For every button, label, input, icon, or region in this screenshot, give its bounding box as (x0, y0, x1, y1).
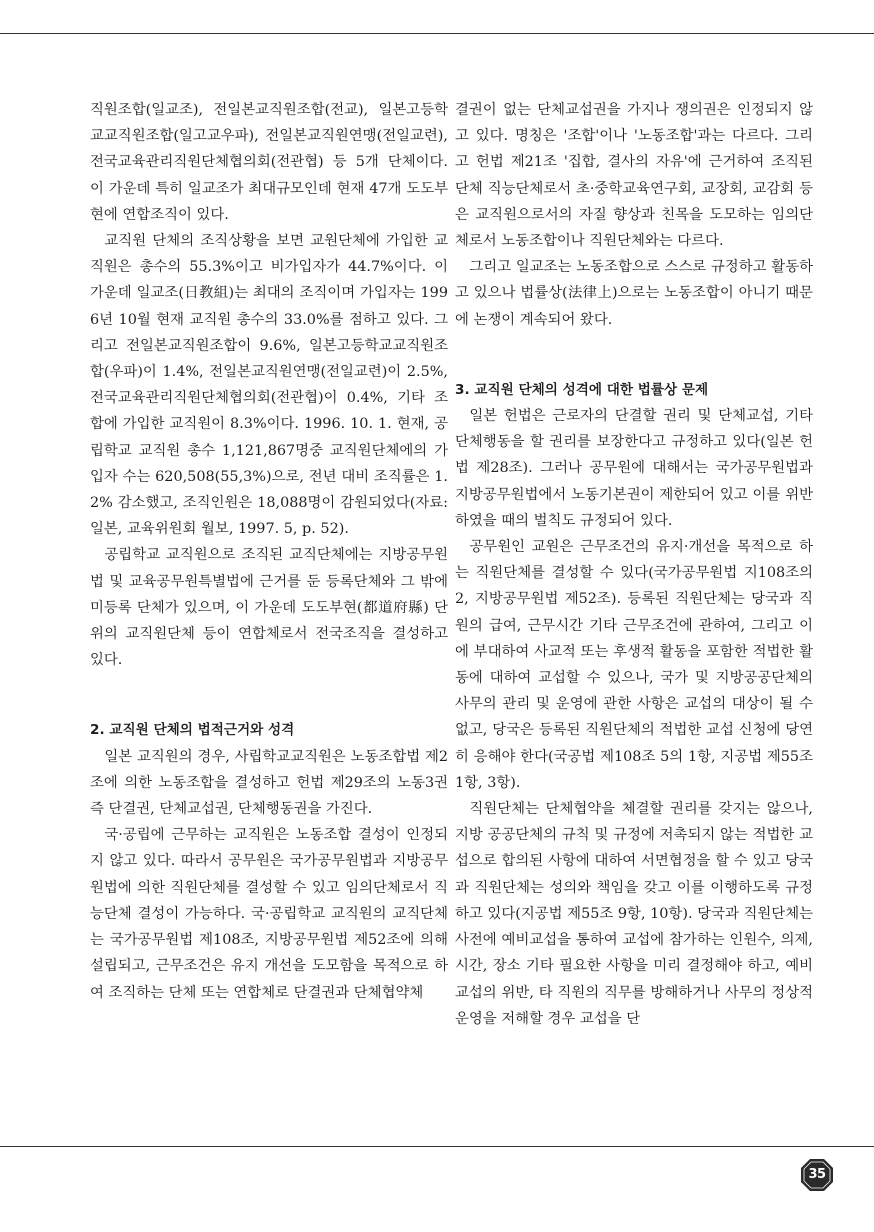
paragraph: 결권이 없는 단체교섭권을 가지나 쟁의권은 인정되지 않고 있다. 명칭은 '조합'이나 '노동조합'과는 다르다. 그리고 헌법 제21조 '집합, 결사의 자유'에 근거하여 조직된 단체 직능단체로서 초·중학교육연구회, 교장회, 교감회 등은 교직원으로서의 자질 향상과 친목을 도모하는 임의단체로서 노동조합이나 직원단체와는 다르다. (455, 102, 813, 250)
paragraph: 직원조합(일교조), 전일본교직원조합(전교), 일본고등학교교직원조합(일고교우파), 전일본교직원연맹(전일교련), 전국교육관리직원단체협의회(전관협) 등 5개 단체이다. 이 가운데 특히 일교조가 최대규모인데 현재 47개 도도부현에 연합조직이 있다. (90, 102, 448, 223)
paragraph: 공립학교 교직원으로 조직된 교직단체에는 지방공무원법 및 교육공무원특별법에 근거를 둔 등록단체와 그 밖에 미등록 단체가 있으며, 이 가운데 도도부현(都道府縣) 단위의 교직원단체 등이 연합체로서 전국조직을 결성하고 있다. (90, 547, 448, 669)
paragraph: 일본 헌법은 근로자의 단결할 권리 및 단체교섭, 기타 단체행동을 할 권리를 보장한다고 규정하고 있다(일본 헌법 제28조). 그러나 공무원에 대해서는 국가공무원법과 지방공무원법에서 노동기본권이 제한되어 있고 이를 위반하였을 때의 벌칙도 규정되어 있다. (455, 408, 813, 529)
section-heading: 3. 교직원 단체의 성격에 대한 법률상 문제 (455, 381, 709, 398)
paragraph: 국·공립에 근무하는 교직원은 노동조합 결성이 인정되지 않고 있다. 따라서 공무원은 국가공무원법과 지방공무원법에 의한 직원단체를 결성할 수 있고 임의단체로서 직능단체 결성이 가능하다. 국·공립학교 교직원의 교직단체는 국가공무원법 제108조, 지방공무원법 제52조에 의해 설립되고, 근무조건은 유지 개선을 도모함을 목적으로 하여 조직하는 단체 또는 연합체로 단결권과 단체협약체 (90, 827, 448, 1001)
bottom-rule (0, 1146, 874, 1147)
paragraph: 공무원인 교원은 근무조건의 유지·개선을 목적으로 하는 직원단체를 결성할 수 있다(국가공무원법 지108조의 2, 지방공무원법 제52조). 등록된 직원단체는 당국과 직원의 급여, 근무시간 기타 근무조건에 관하여, 그리고 이에 부대하여 사교적 또는 후생적 활동을 포함한 적법한 활동에 대하여 교섭할 수 있으나, 국가 및 지방공공단체의 사무의 관리 및 운영에 관한 사항은 교섭의 대상이 될 수 없고, 당국은 등록된 직원단체의 적법한 교섭 신청에 당연히 응해야 한다(국공법 제108조 5의 1항, 지공법 제55조 1항, 3항). (455, 539, 813, 791)
paragraph: 직원단체는 단체협약을 체결할 권리를 갖지는 않으나, 지방 공공단체의 규칙 및 규정에 저촉되지 않는 적법한 교섭으로 합의된 사항에 대하여 서면협정을 할 수 있고 당국과 직원단체는 성의와 책임을 갖고 이를 이행하도록 규정하고 있다(지공법 제55조 9항, 10항). 당국과 직원단체는 사전에 예비교섭을 통하여 교섭에 참가하는 인원수, 의제, 시간, 장소 기타 필요한 사항을 미리 결정해야 하고, 예비교섭의 위반, 타 직원의 직무를 방해하거나 사무의 정상적 운영을 저해할 경우 교섭을 단 (455, 801, 813, 1027)
right-column (455, 97, 813, 1032)
paragraph: 그리고 일교조는 노동조합으로 스스로 규정하고 활동하고 있으나 법률상(法律上)으로는 노동조합이 아니기 때문에 논쟁이 계속되어 왔다. (455, 259, 813, 328)
paragraph: 일본 교직원의 경우, 사립학교교직원은 노동조합법 제2조에 의한 노동조합을 결성하고 헌법 제29조의 노동3권 즉 단결권, 단체교섭권, 단체행동권을 가진다. (90, 748, 448, 818)
page-number-badge (800, 1158, 834, 1192)
left-column (90, 97, 448, 1006)
section-heading: 2. 교직원 단체의 법적근거와 성격 (90, 722, 295, 739)
top-rule (0, 33, 874, 34)
page-number: 35 (808, 1167, 826, 1182)
paragraph: 교직원 단체의 조직상황을 보면 교원단체에 가입한 교직원은 총수의 55.3%이고 비가입자가 44.7%이다. 이 가운데 일교조(日教組)는 최대의 조직이며 가입자는 1996년 10월 현재 교직원 총수의 33.0%를 점하고 있다. 그리고 전일본교직원조합이 9.6%, 일본고등학교교직원조합(우파)이 1.4%, 전일본교직원연맹(전일교련)이 2.5%, 전국교육관리직원단체협의회(전관협)이 0.4%, 기타 조합에 가입한 교직원이 8.3%이다. 1996. 10. 1. 현재, 공립학교 교직원 총수 1,121,867명중 교직원단체에의 가입자 수는 620,508(55,3%)으로, 전년 대비 조직률은 1.2% 감소했고, 조직인원은 18,088명이 감원되었다(자료: 일본, 교육위원회 월보, 1997. 5, p. 52). (90, 233, 448, 538)
